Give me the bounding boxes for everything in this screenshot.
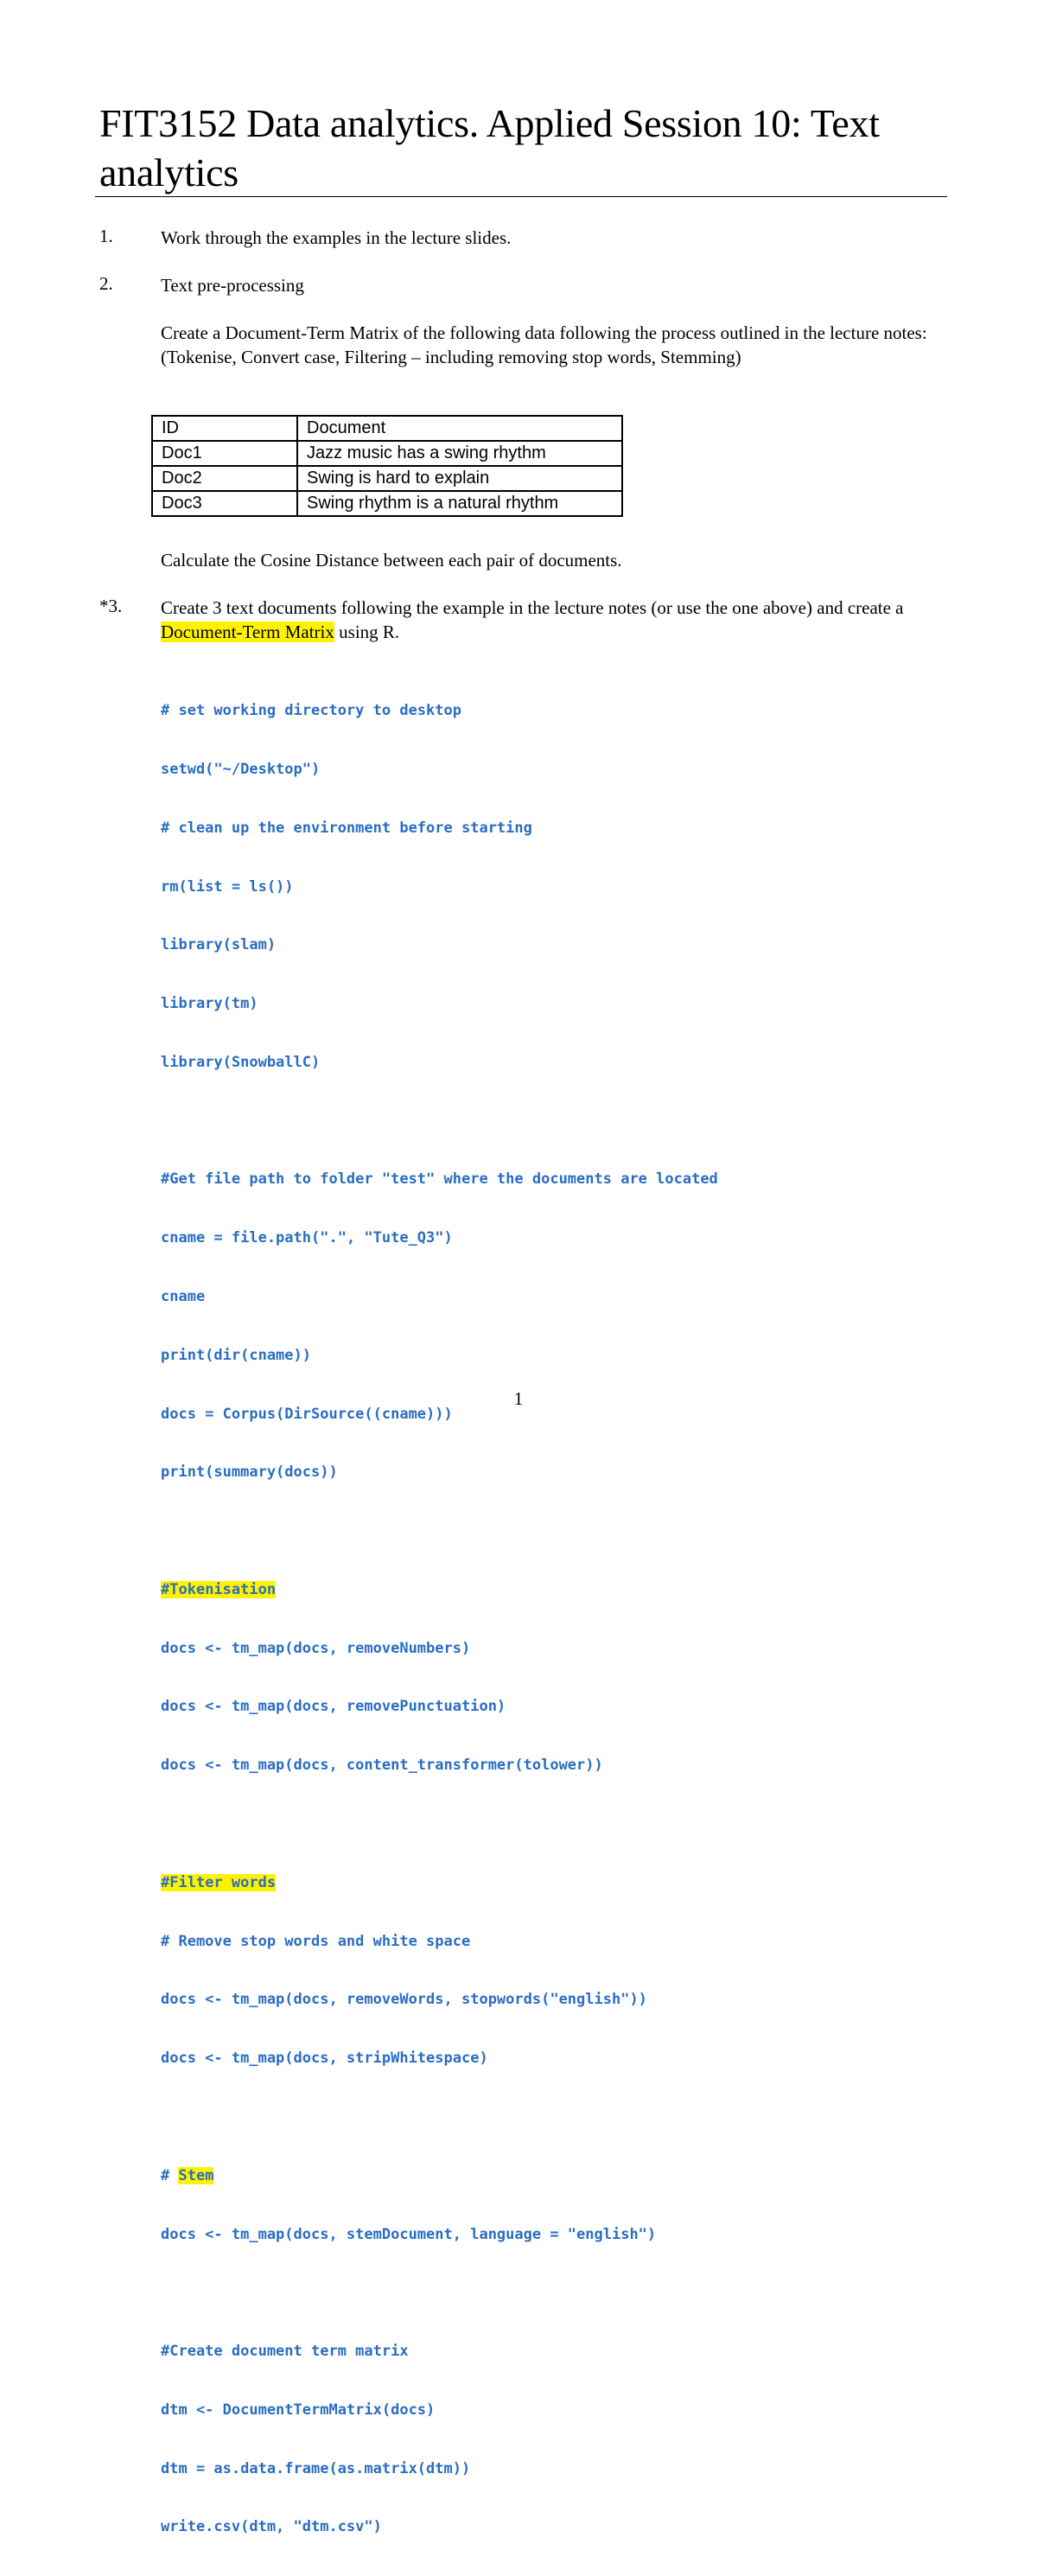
table-cell: Jazz music has a swing rhythm xyxy=(297,441,622,466)
title-divider xyxy=(95,196,947,197)
item-3-highlight: Document-Term Matrix xyxy=(161,622,334,642)
item-2-instruction: Create a Document-Term Matrix of the following data following the process outlined in the lecture notes: (Tokenise, Convert case, Filtering – including removing stop words, Stemming) xyxy=(161,322,927,367)
item-1-text: Work through the examples in the lecture slides. xyxy=(161,227,512,248)
code-line: write.csv(dtm, "dtm.csv") xyxy=(161,2518,382,2536)
table-cell: Swing is hard to explain xyxy=(297,466,622,491)
code-line: setwd("~/Desktop") xyxy=(161,760,321,778)
code-hash: # xyxy=(161,1873,170,1891)
page-title: FIT3152 Data analytics. Applied Session 10: Text analytics xyxy=(99,101,880,194)
code-line: library(tm) xyxy=(161,995,258,1013)
item-3-text xyxy=(161,596,938,644)
code-heading-filter-words: Filter words xyxy=(169,1873,277,1891)
code-line: cname xyxy=(161,1288,206,1305)
code-line: # clean up the environment before starting xyxy=(161,819,532,837)
code-heading-stem: Stem xyxy=(178,2166,214,2184)
item-2-text: Text pre-processing xyxy=(161,275,304,296)
code-section-heading xyxy=(161,1873,718,1893)
documents-table xyxy=(151,415,623,517)
table-row xyxy=(152,441,622,466)
code-section-heading xyxy=(161,1580,718,1600)
table-row xyxy=(152,466,622,491)
code-line: docs <- tm_map(docs, removeWords, stopwords("english")) xyxy=(161,1991,647,2009)
table-row xyxy=(152,491,622,516)
code-line: docs = Corpus(DirSource((cname))) xyxy=(161,1405,453,1423)
item-3-number: *3. xyxy=(99,596,123,616)
code-line: cname = file.path(".", "Tute_Q3") xyxy=(161,1229,453,1247)
code-heading-tokenisation: Tokenisation xyxy=(169,1580,277,1598)
code-line: #Get file path to folder "test" where the documents are located xyxy=(161,1170,718,1189)
code-line: dtm <- DocumentTermMatrix(docs) xyxy=(161,2401,436,2419)
code-line: docs <- tm_map(docs, removeNumbers) xyxy=(161,1639,471,1657)
item-2-number: 2. xyxy=(99,273,113,294)
code-line: print(summary(docs)) xyxy=(161,1463,338,1482)
table-header-cell: Document xyxy=(297,416,622,441)
code-hash: # xyxy=(161,1580,170,1598)
table-cell: Doc2 xyxy=(152,466,297,491)
code-line: dtm = as.data.frame(as.matrix(dtm)) xyxy=(161,2459,471,2477)
item-3-text-after: using R. xyxy=(334,622,400,642)
item-1-number: 1. xyxy=(99,226,113,246)
table-cell: Swing rhythm is a natural rhythm xyxy=(297,491,622,516)
code-line: docs <- tm_map(docs, content_transformer(tolower)) xyxy=(161,1757,603,1775)
code-section-heading xyxy=(161,2166,718,2186)
r-code-block xyxy=(161,662,718,2576)
code-hash: # xyxy=(161,2166,179,2184)
item-2-followup: Calculate the Cosine Distance between each pair of documents. xyxy=(161,550,622,571)
code-line: rm(list = ls()) xyxy=(161,877,294,896)
code-line: #Create document term matrix xyxy=(161,2343,409,2361)
page-number: 1 xyxy=(513,1388,524,1409)
code-line: docs <- tm_map(docs, removePunctuation) xyxy=(161,1698,506,1716)
code-line: print(dir(cname)) xyxy=(161,1346,311,1364)
table-header-cell: ID xyxy=(152,416,297,441)
item-3-text-before: Create 3 text documents following the example in the lecture notes (or use the one above) and create a xyxy=(161,597,904,618)
code-line: library(SnowballC) xyxy=(161,1053,321,1071)
table-header-row xyxy=(152,416,622,441)
table-cell: Doc3 xyxy=(152,491,297,516)
code-line: # set working directory to desktop xyxy=(161,702,461,720)
code-line: library(slam) xyxy=(161,936,277,954)
table-cell: Doc1 xyxy=(152,441,297,466)
code-line: # Remove stop words and white space xyxy=(161,1932,471,1950)
code-line: docs <- tm_map(docs, stripWhitespace) xyxy=(161,2050,488,2068)
code-line: docs <- tm_map(docs, stemDocument, language = "english") xyxy=(161,2225,657,2243)
